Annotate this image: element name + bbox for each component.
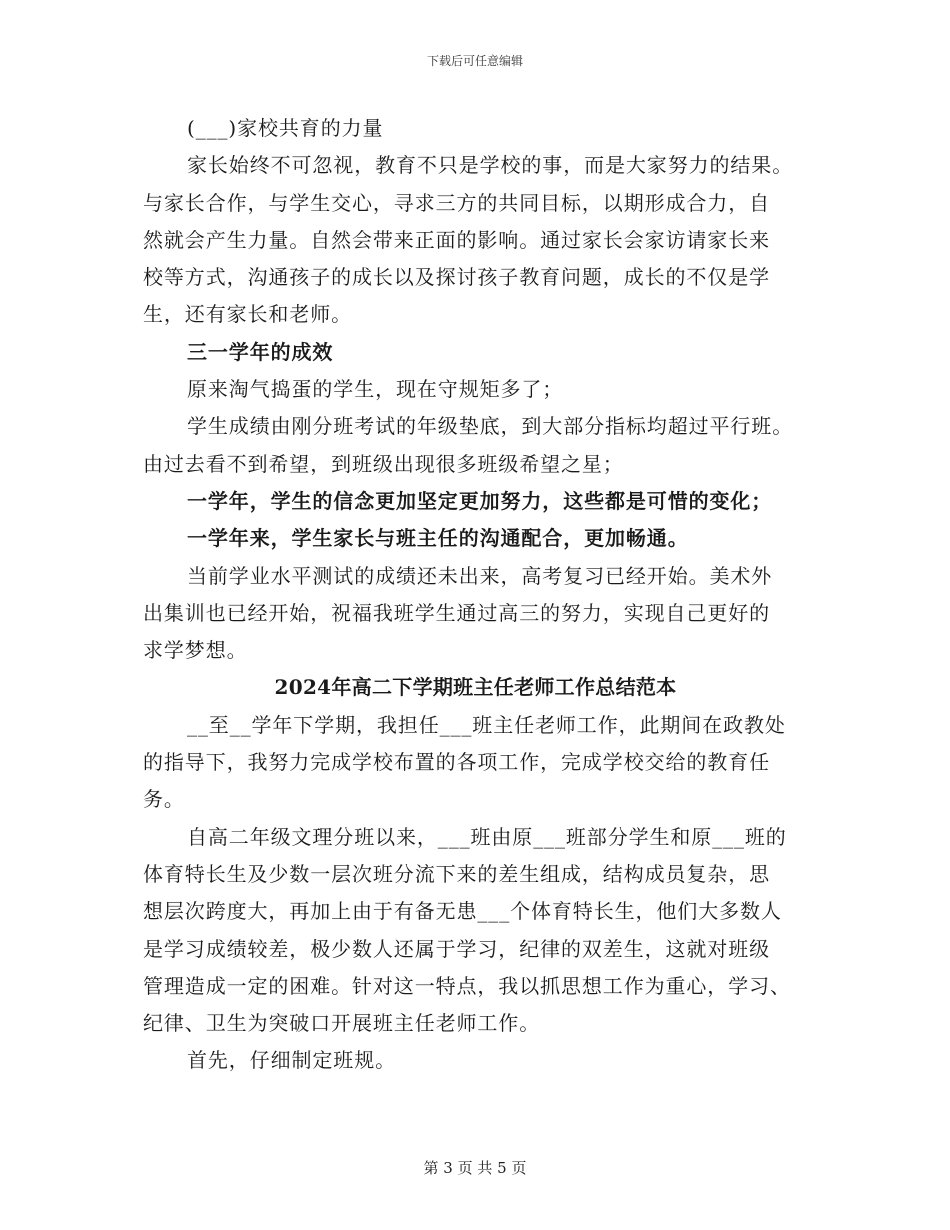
page-number-footer: 第 3 页 共 5 页 [423, 1159, 527, 1177]
paragraph-line: 校等方式，沟通孩子的成长以及探讨孩子教育问题，成长的不仅是学 [143, 265, 770, 290]
paragraph-line: 学生成绩由刚分班考试的年级垫底，到大部分指标均超过平行班。 [187, 414, 794, 439]
paragraph-line: 是学习成绩较差，极少数人还属于学习，纪律的双差生，这就对班级 [143, 936, 770, 961]
document-body [143, 110, 808, 1080]
bold-paragraph-line: 一学年，学生的信念更加坚定更加努力，这些都是可惜的变化； [187, 488, 773, 513]
paragraph-line: 首先，仔细制定班规。 [187, 1048, 396, 1073]
paragraph-line: 想层次跨度大，再加上由于有备无患___个体育特长生，他们大多数人 [143, 899, 782, 924]
paragraph-line: 的指导下，我努力完成学校布置的各项工作，完成学校交给的教育任 [143, 750, 770, 775]
paragraph-line: 当前学业水平测试的成绩还未出来，高考复习已经开始。美术外 [187, 563, 773, 588]
paragraph-line: (___)家校共育的力量 [187, 116, 384, 140]
paragraph-line: 家长始终不可忽视，教育不只是学校的事，而是大家努力的结果。 [187, 153, 794, 178]
section-title: 2024年高二下学期班主任老师工作总结范本 [274, 675, 677, 700]
paragraph-line: 出集训也已经开始，祝福我班学生通过高三的努力，实现自己更好的 [143, 600, 770, 625]
paragraph-line: 自高二年级文理分班以来，___班由原___班部分学生和原___班的 [187, 824, 787, 849]
paragraph-line: 务。 [143, 787, 185, 812]
paragraph-line: 然就会产生力量。自然会带来正面的影响。通过家长会家访请家长来 [143, 227, 770, 252]
paragraph-line: 原来淘气捣蛋的学生，现在守规矩多了； [187, 377, 564, 402]
paragraph-line: 求学梦想。 [143, 638, 248, 663]
paragraph-line: 体育特长生及少数一层次班分流下来的差生组成，结构成员复杂，思 [143, 861, 770, 886]
paragraph-line: 纪律、卫生为突破口开展班主任老师工作。 [143, 1011, 541, 1036]
paragraph-line: 管理造成一定的困难。针对这一特点，我以抓思想工作为重心，学习、 [143, 973, 791, 998]
paragraph-line: __至__学年下学期，我担任___班主任老师工作，此期间在政教处 [187, 712, 786, 737]
bold-paragraph-line: 一学年来，学生家长与班主任的沟通配合，更加畅通。 [187, 526, 689, 551]
paragraph-line: 生，还有家长和老师。 [143, 302, 352, 327]
page-header-note: 下载后可任意编辑 [426, 54, 523, 68]
paragraph-line: 由过去看不到希望，到班级出现很多班级希望之星； [143, 451, 624, 476]
paragraph-line: 与家长合作，与学生交心，寻求三方的共同目标，以期形成合力，自 [143, 190, 770, 215]
bold-paragraph-line: 三一学年的成效 [187, 339, 334, 364]
